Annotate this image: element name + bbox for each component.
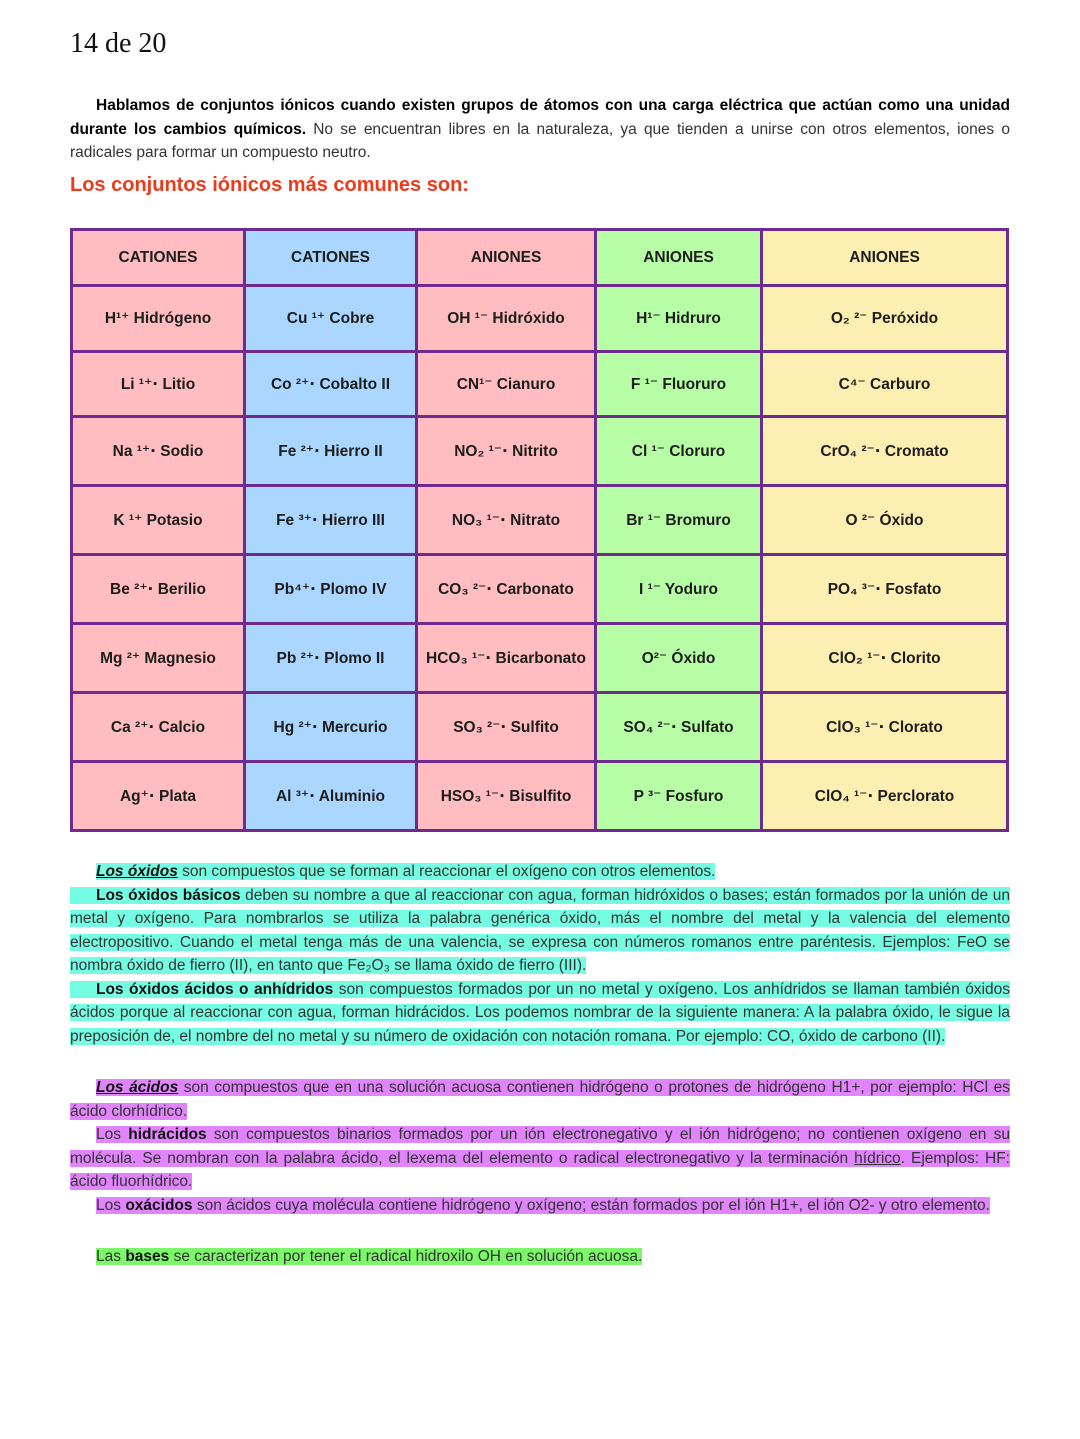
hidracidos-text: son compuestos binarios formados por un ión electronegativo y el ión hidrógeno; no contienen oxígeno en su molécula. Se nombran con la palabra ácido, el lexema del elemento o radical electronegativo y la terminación: [70, 1126, 1010, 1167]
table-cell: Cl ¹⁻ Cloruro: [596, 417, 762, 486]
table-cell: SO₃ ²⁻⋅ Sulfito: [417, 693, 596, 762]
bases-text: se caracterizan por tener el radical hidroxilo OH en solución acuosa.: [169, 1248, 643, 1265]
table-row: [72, 352, 1008, 417]
table-row: [72, 762, 1008, 831]
section-subtitle: Los conjuntos iónicos más comunes son:: [70, 174, 469, 196]
oxidos-acidos: [70, 978, 1010, 1049]
table-row: [72, 417, 1008, 486]
hidracidos-end: . Ejemplos: HF: ácido fluorhídrico.: [70, 1149, 1010, 1190]
table-cell: O₂ ²⁻ Peróxido: [762, 286, 1008, 352]
table-row: [72, 286, 1008, 352]
oxacidos-title: oxácidos: [125, 1196, 193, 1214]
table-row: [72, 624, 1008, 693]
table-cell: Pb⁴⁺⋅ Plomo IV: [245, 555, 417, 624]
table-cell: K ¹⁺ Potasio: [72, 486, 245, 555]
table-cell: ClO₃ ¹⁻⋅ Clorato: [762, 693, 1008, 762]
table-cell: Fe ³⁺⋅ Hierro III: [245, 486, 417, 555]
table-cell: Fe ²⁺⋅ Hierro II: [245, 417, 417, 486]
bases-paragraph: [70, 1245, 1010, 1269]
table-header-cell: CATIONES: [245, 230, 417, 286]
table-cell: Be ²⁺⋅ Berilio: [72, 555, 245, 624]
table-cell: ClO₂ ¹⁻⋅ Clorito: [762, 624, 1008, 693]
hidracidos-term: hídrico: [854, 1149, 901, 1167]
table-cell: CrO₄ ²⁻⋅ Cromato: [762, 417, 1008, 486]
table-cell: Al ³⁺⋅ Aluminio: [245, 762, 417, 831]
table-cell: CO₃ ²⁻⋅ Carbonato: [417, 555, 596, 624]
table-header-cell: ANIONES: [596, 230, 762, 286]
oxidos-basicos-title: Los óxidos básicos: [96, 886, 241, 904]
table-cell: Co ²⁺⋅ Cobalto II: [245, 352, 417, 417]
table-cell: PO₄ ³⁻⋅ Fosfato: [762, 555, 1008, 624]
table-cell: Cu ¹⁺ Cobre: [245, 286, 417, 352]
hidracidos-pre: Los: [96, 1126, 129, 1143]
oxacidos: [70, 1194, 1010, 1218]
intro-paragraph: [70, 94, 1010, 165]
table-cell: Br ¹⁻ Bromuro: [596, 486, 762, 555]
table-cell: Ca ²⁺⋅ Calcio: [72, 693, 245, 762]
table-cell: O²⁻ Óxido: [596, 624, 762, 693]
table-cell: F ¹⁻ Fluoruro: [596, 352, 762, 417]
table-row: [72, 555, 1008, 624]
table-cell: Li ¹⁺⋅ Litio: [72, 352, 245, 417]
table-cell: Mg ²⁺ Magnesio: [72, 624, 245, 693]
table-header-cell: ANIONES: [762, 230, 1008, 286]
oxidos-acidos-text: son compuestos formados por un no metal y oxígeno. Los anhídridos se llaman también óxidos ácidos porque al reaccionar con agua, forman hidrácidos. Los podemos nombrar de la siguiente manera: A la palabra óxido, le sigue la preposición de, el nombre del no metal y su número de oxidación con notación romana. Por ejemplo: CO, óxido de carbono (II).: [70, 980, 1010, 1045]
table-cell: I ¹⁻ Yoduro: [596, 555, 762, 624]
hidracidos: [70, 1123, 1010, 1194]
table-cell: OH ¹⁻ Hidróxido: [417, 286, 596, 352]
table-cell: NO₂ ¹⁻⋅ Nitrito: [417, 417, 596, 486]
oxidos-basicos: [70, 884, 1010, 978]
oxidos-title: Los óxidos: [96, 863, 178, 880]
table-cell: ClO₄ ¹⁻⋅ Perclorato: [762, 762, 1008, 831]
table-cell: HSO₃ ¹⁻⋅ Bisulfito: [417, 762, 596, 831]
table-header-row: [72, 230, 1008, 286]
oxidos-intro-text: son compuestos que se forman al reaccionar el oxígeno con otros elementos.: [177, 863, 716, 880]
table-cell: H¹⁻ Hidruro: [596, 286, 762, 352]
table-row: [72, 693, 1008, 762]
body-paragraphs: [70, 860, 1010, 1269]
hidracidos-title: hidrácidos: [128, 1126, 207, 1143]
ions-table: [70, 228, 1009, 832]
table-row: [72, 486, 1008, 555]
acidos-intro: [70, 1076, 1010, 1123]
oxacidos-pre: Los: [96, 1196, 126, 1214]
intro-bold: Hablamos de conjuntos iónicos cuando existen grupos de átomos con una carga eléctrica que actúan como una unidad durante los cambios químicos.: [70, 97, 1010, 138]
intro-rest: No se encuentran libres en la naturaleza, ya que tienden a unirse con otros elementos, iones o radicales para formar un compuesto neutro.: [70, 120, 1010, 161]
table-cell: C⁴⁻ Carburo: [762, 352, 1008, 417]
acidos-intro-text: son compuestos que en una solución acuosa contienen hidrógeno o protones de hidrógeno H1+, por ejemplo: HCl es ácido clorhídrico.: [70, 1079, 1010, 1120]
oxidos-basicos-text: deben su nombre a que al reaccionar con agua, forman hidróxidos o bases; están formados por la unión de un metal y oxígeno. Para nombrarlos se utiliza la palabra genérica óxido, más el nombre del metal y la valencia del elemento electropositivo. Cuando el metal tenga más de una valencia, se expresa con números romanos entre paréntesis. Ejemplos: FeO se nombra óxido de fierro (II), en tanto que Fe₂O₃ se llama óxido de fierro (III).: [70, 886, 1010, 974]
page-number: 14 de 20: [70, 28, 167, 59]
table-cell: H¹⁺ Hidrógeno: [72, 286, 245, 352]
bases-title: bases: [125, 1248, 170, 1265]
table-cell: Pb ²⁺⋅ Plomo II: [245, 624, 417, 693]
table-cell: P ³⁻ Fosfuro: [596, 762, 762, 831]
table-cell: Hg ²⁺⋅ Mercurio: [245, 693, 417, 762]
table-cell: HCO₃ ¹⁻⋅ Bicarbonato: [417, 624, 596, 693]
table-cell: Na ¹⁺⋅ Sodio: [72, 417, 245, 486]
oxidos-acidos-title: Los óxidos ácidos o anhídridos: [96, 980, 334, 998]
table-cell: CN¹⁻ Cianuro: [417, 352, 596, 417]
bases-pre: Las: [96, 1248, 126, 1265]
acidos-title: Los ácidos: [96, 1079, 179, 1096]
table-cell: SO₄ ²⁻⋅ Sulfato: [596, 693, 762, 762]
table-header-cell: ANIONES: [417, 230, 596, 286]
table-cell: NO₃ ¹⁻⋅ Nitrato: [417, 486, 596, 555]
oxidos-intro: [70, 860, 1010, 884]
table-header-cell: CATIONES: [72, 230, 245, 286]
oxacidos-text: son ácidos cuya molécula contiene hidrógeno y oxígeno; están formados por el ión H1+, el ión O2- y otro elemento.: [192, 1196, 990, 1214]
table-cell: O ²⁻ Óxido: [762, 486, 1008, 555]
table-cell: Ag⁺⋅ Plata: [72, 762, 245, 831]
